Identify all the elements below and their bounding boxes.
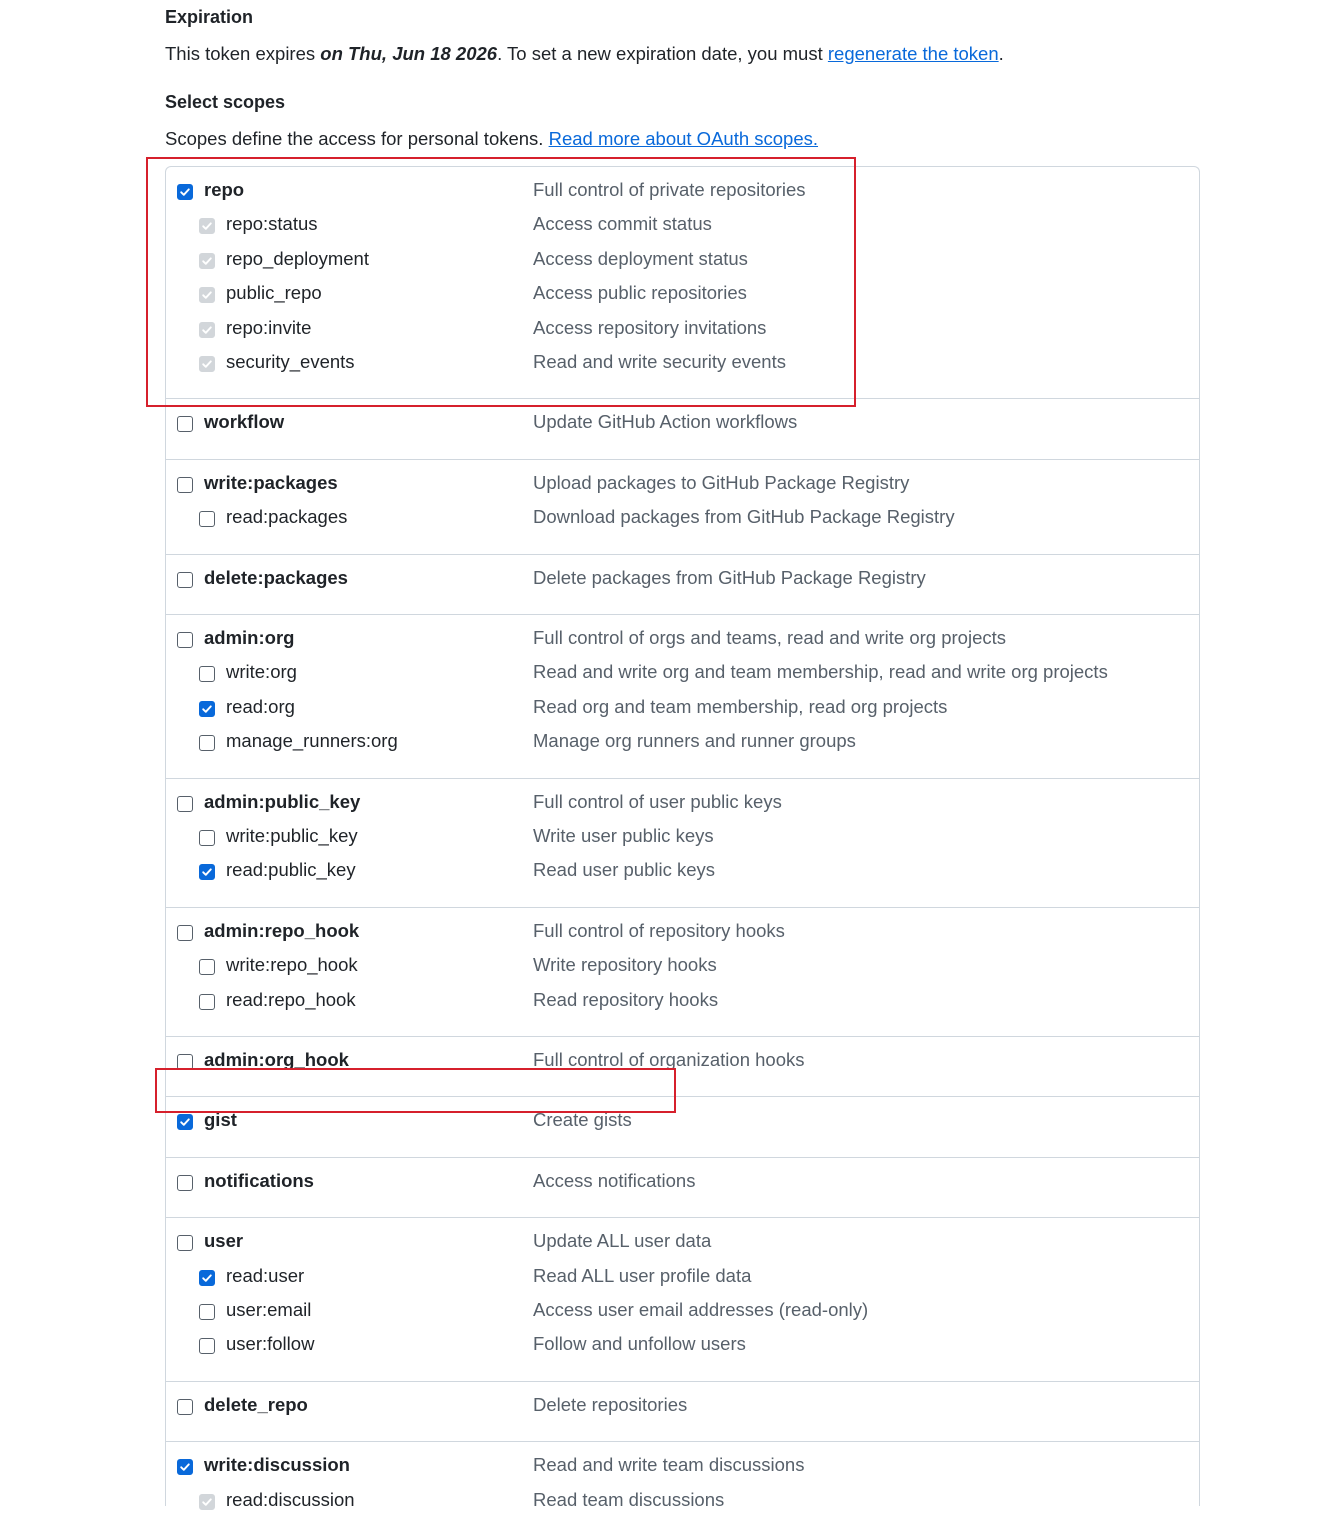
scope-description: Access user email addresses (read-only)	[533, 1298, 869, 1320]
scope-checkbox	[199, 253, 215, 269]
scope-name[interactable]: delete_repo	[204, 1393, 308, 1415]
scope-group-delete-repo	[166, 1382, 1199, 1442]
scope-checkbox[interactable]	[177, 416, 193, 432]
scopes-list	[165, 166, 1200, 1510]
sub-scope-row	[166, 694, 1199, 724]
scope-checkbox[interactable]	[199, 735, 215, 751]
scope-checkbox[interactable]	[177, 1235, 193, 1251]
sub-scope-row	[166, 211, 1199, 241]
scope-checkbox[interactable]	[177, 572, 193, 588]
scope-description: Full control of organization hooks	[533, 1049, 805, 1070]
scope-name[interactable]: repo:status	[226, 213, 318, 235]
scope-checkbox[interactable]	[199, 1304, 215, 1320]
scope-name[interactable]: read:public_key	[226, 859, 356, 881]
expiration-text	[165, 43, 1004, 65]
scope-name[interactable]: read:org	[226, 695, 295, 717]
expiration-text-before: This token expires	[165, 43, 321, 64]
scope-description: Read ALL user profile data	[533, 1264, 752, 1286]
scope-name[interactable]: write:repo_hook	[226, 954, 358, 976]
scope-checkbox[interactable]	[199, 864, 215, 880]
scope-name[interactable]: admin:org	[204, 627, 295, 648]
scope-checkbox[interactable]	[177, 1175, 193, 1191]
scope-name[interactable]: repo_deployment	[226, 247, 369, 269]
scope-name[interactable]: user:email	[226, 1298, 312, 1320]
scope-group-write-discussion	[166, 1442, 1199, 1536]
scope-checkbox[interactable]	[199, 511, 215, 527]
scope-checkbox[interactable]	[199, 1270, 215, 1286]
scope-description: Read repository hooks	[533, 988, 719, 1010]
scope-name[interactable]: user	[204, 1230, 244, 1252]
scope-description: Full control of orgs and teams, read and write org projects	[533, 627, 1007, 648]
scope-description: Update GitHub Action workflows	[533, 411, 798, 433]
scope-description: Full control of repository hooks	[533, 919, 785, 941]
scope-checkbox[interactable]	[199, 1338, 215, 1354]
oauth-scopes-link[interactable]: Read more about OAuth scopes.	[548, 128, 819, 149]
scope-name[interactable]: user:follow	[226, 1333, 315, 1355]
scope-description: Update ALL user data	[533, 1230, 712, 1252]
scope-checkbox[interactable]	[177, 796, 193, 812]
scope-row	[166, 1228, 1199, 1258]
sub-scope-row	[166, 952, 1199, 982]
scope-checkbox[interactable]	[177, 1459, 193, 1475]
scope-name[interactable]: write:discussion	[204, 1454, 350, 1476]
expiration-heading: Expiration	[165, 7, 254, 27]
scope-name[interactable]: read:user	[226, 1264, 305, 1286]
scope-description: Follow and unfollow users	[533, 1333, 746, 1355]
expiration-text-after: . To set a new expiration date, you must	[497, 43, 828, 64]
sub-scope-row	[166, 349, 1199, 379]
sub-scope-row	[166, 857, 1199, 887]
scope-name[interactable]: repo:invite	[226, 316, 312, 338]
sub-scope-row	[166, 246, 1199, 276]
scope-checkbox[interactable]	[199, 701, 215, 717]
scope-name[interactable]: read:discussion	[226, 1488, 355, 1510]
scope-description: Delete repositories	[533, 1393, 688, 1415]
scope-name[interactable]: gist	[204, 1109, 237, 1131]
sub-scope-row	[166, 1331, 1199, 1361]
scope-checkbox[interactable]	[199, 994, 215, 1010]
scope-description: Access public repositories	[533, 282, 747, 304]
scope-checkbox[interactable]	[177, 184, 193, 200]
scope-checkbox	[199, 356, 215, 372]
sub-scope-row	[166, 1297, 1199, 1327]
scope-checkbox[interactable]	[177, 925, 193, 941]
scope-name[interactable]: write:packages	[204, 471, 338, 493]
scope-name[interactable]: delete:packages	[204, 566, 348, 588]
scope-name[interactable]: manage_runners:org	[226, 730, 398, 752]
scope-description: Full control of private repositories	[533, 179, 806, 200]
scope-checkbox[interactable]	[177, 1399, 193, 1415]
scope-name[interactable]: repo	[204, 179, 245, 200]
scope-row	[166, 470, 1199, 500]
scope-name[interactable]: workflow	[204, 411, 285, 433]
scope-checkbox[interactable]	[177, 1054, 193, 1070]
sub-scope-row	[166, 504, 1199, 534]
expiration-text-end: .	[998, 43, 1004, 64]
scope-description: Read team discussions	[533, 1488, 725, 1510]
regenerate-token-link[interactable]: regenerate the token	[827, 43, 999, 64]
scope-group-notifications	[166, 1158, 1199, 1218]
scope-row	[166, 1168, 1199, 1198]
scope-checkbox	[199, 218, 215, 234]
scope-group-user	[166, 1218, 1199, 1382]
scope-group-admin-repo-hook	[166, 908, 1199, 1037]
scope-name[interactable]: admin:public_key	[204, 790, 361, 812]
scope-name[interactable]: admin:org_hook	[204, 1049, 349, 1070]
scope-checkbox	[199, 1494, 215, 1510]
scope-name[interactable]: write:public_key	[226, 824, 358, 846]
sub-scope-row	[166, 659, 1199, 689]
sub-scope-row	[166, 987, 1199, 1017]
scope-name[interactable]: write:org	[226, 661, 297, 683]
scope-description: Read and write security events	[533, 351, 786, 372]
scope-row	[166, 177, 1199, 207]
sub-scope-row	[166, 315, 1199, 345]
scope-checkbox[interactable]	[177, 632, 193, 648]
scope-description: Access commit status	[533, 213, 712, 235]
scope-name[interactable]: admin:repo_hook	[204, 919, 360, 941]
scope-name[interactable]: read:packages	[226, 506, 348, 528]
scope-row	[166, 789, 1199, 819]
expiration-date: on Thu, Jun 18 2026	[320, 43, 498, 64]
scope-group-admin-org	[166, 615, 1199, 779]
scope-description: Download packages from GitHub Package Registry	[533, 506, 955, 528]
scope-row	[166, 565, 1199, 595]
scope-checkbox	[199, 322, 215, 338]
scope-description: Access deployment status	[533, 247, 748, 269]
scope-description: Read org and team membership, read org projects	[533, 695, 948, 717]
scope-description: Manage org runners and runner groups	[533, 730, 856, 752]
scope-checkbox	[199, 287, 215, 303]
scope-name[interactable]: public_repo	[226, 282, 322, 304]
sub-scope-row	[166, 280, 1199, 310]
scope-description: Create gists	[533, 1109, 632, 1131]
scope-checkbox[interactable]	[177, 477, 193, 493]
scope-row	[166, 1452, 1199, 1482]
scope-name[interactable]: read:repo_hook	[226, 988, 356, 1010]
scope-checkbox[interactable]	[199, 666, 215, 682]
scope-description: Delete packages from GitHub Package Registry	[533, 566, 926, 588]
scope-group-repo	[166, 167, 1199, 399]
scope-group-write-packages	[166, 460, 1199, 555]
scope-description: Read and write org and team membership, read and write org projects	[533, 661, 1108, 683]
scope-description: Write user public keys	[533, 824, 714, 846]
scope-name[interactable]: security_events	[226, 351, 355, 372]
scope-checkbox[interactable]	[199, 959, 215, 975]
scope-description: Write repository hooks	[533, 954, 717, 976]
scope-row	[166, 1047, 1199, 1077]
sub-scope-row	[166, 728, 1199, 758]
scopes-description	[165, 128, 818, 150]
select-scopes-heading: Select scopes	[165, 92, 286, 112]
sub-scope-row	[166, 823, 1199, 853]
scope-group-admin-public-key	[166, 779, 1199, 908]
scope-group-workflow	[166, 399, 1199, 459]
scope-row	[166, 409, 1199, 439]
scope-row	[166, 625, 1199, 655]
scope-checkbox[interactable]	[199, 830, 215, 846]
scope-row	[166, 1392, 1199, 1422]
sub-scope-row	[166, 1263, 1199, 1293]
scope-group-admin-org-hook	[166, 1037, 1199, 1097]
sub-scope-row	[166, 1487, 1199, 1517]
scope-row	[166, 918, 1199, 948]
scope-description: Upload packages to GitHub Package Registry	[533, 471, 910, 493]
scope-description: Access repository invitations	[533, 316, 767, 338]
scope-group-delete-packages	[166, 555, 1199, 615]
scopes-description-text: Scopes define the access for personal tokens.	[165, 128, 549, 149]
scope-description: Access notifications	[533, 1169, 696, 1191]
scope-checkbox[interactable]	[177, 1114, 193, 1130]
scope-description: Read user public keys	[533, 859, 716, 881]
scope-group-gist	[166, 1097, 1199, 1157]
scope-description: Read and write team discussions	[533, 1454, 805, 1476]
scope-description: Full control of user public keys	[533, 790, 782, 812]
scope-name[interactable]: notifications	[204, 1169, 314, 1191]
scope-row	[166, 1107, 1199, 1137]
